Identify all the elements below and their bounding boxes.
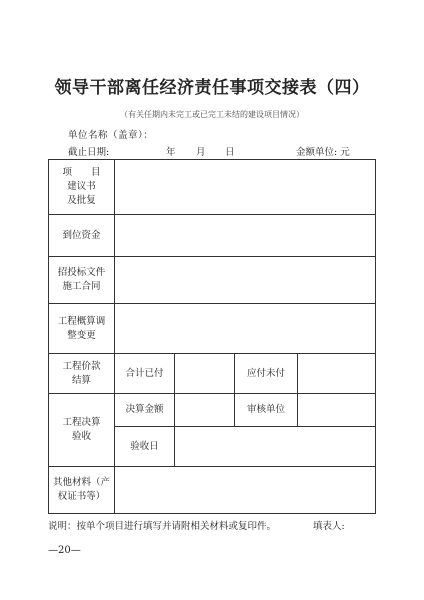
form-title: 领导干部离任经济责任事项交接表（四） bbox=[54, 78, 370, 98]
table-row bbox=[49, 467, 376, 514]
date-row bbox=[68, 144, 368, 156]
other-materials-label: 其他材料（产 权证书等） bbox=[49, 467, 115, 514]
final-amount-label: 决算金额 bbox=[115, 394, 175, 427]
form-subtitle: （有关任期内未完工或已完工未结的建设项目情况） bbox=[120, 110, 304, 119]
budget-change-field[interactable] bbox=[115, 304, 376, 354]
other-materials-field[interactable] bbox=[115, 467, 376, 514]
project-proposal-label: 项 目 建议书 及批复 bbox=[49, 160, 115, 215]
audit-unit-label: 审核单位 bbox=[235, 394, 298, 427]
acceptance-date-field[interactable] bbox=[175, 427, 376, 467]
table-row bbox=[49, 257, 376, 304]
instruction-note: 说明：按单个项目进行填写并请附相关材料或复印件。 bbox=[48, 521, 277, 532]
table-row bbox=[49, 160, 376, 215]
budget-change-label: 工程概算调 整变更 bbox=[49, 304, 115, 354]
day-label: 日 bbox=[225, 147, 235, 158]
total-paid-label: 合计已付 bbox=[115, 354, 175, 394]
audit-unit-field[interactable] bbox=[298, 394, 376, 427]
price-settlement-label: 工程价款 结算 bbox=[49, 354, 115, 394]
final-acceptance-label: 工程决算 验收 bbox=[49, 394, 115, 467]
funds-label: 到位资金 bbox=[49, 215, 115, 257]
bidding-label: 招投标文件 施工合同 bbox=[49, 257, 115, 304]
month-label: 月 bbox=[196, 147, 206, 158]
page-number: —20— bbox=[48, 545, 81, 556]
bidding-field[interactable] bbox=[115, 257, 376, 304]
payable-field[interactable] bbox=[298, 354, 376, 394]
date-label: 截止日期: bbox=[68, 147, 110, 158]
filler-label: 填表人: bbox=[313, 521, 345, 532]
amount-unit-label: 金额单位: 元 bbox=[296, 147, 350, 158]
total-paid-field[interactable] bbox=[175, 354, 235, 394]
acceptance-date-label: 验收日 bbox=[115, 427, 175, 467]
unit-name-label: 单位名称（盖章）： bbox=[68, 130, 154, 141]
final-amount-field[interactable] bbox=[175, 394, 235, 427]
table-row bbox=[49, 215, 376, 257]
funds-field[interactable] bbox=[115, 215, 376, 257]
year-label: 年 bbox=[166, 147, 176, 158]
project-proposal-field[interactable] bbox=[115, 160, 376, 215]
table-row bbox=[49, 304, 376, 354]
payable-label: 应付未付 bbox=[235, 354, 298, 394]
table-row bbox=[49, 394, 376, 427]
handover-table bbox=[48, 159, 376, 514]
table-row bbox=[49, 354, 376, 394]
